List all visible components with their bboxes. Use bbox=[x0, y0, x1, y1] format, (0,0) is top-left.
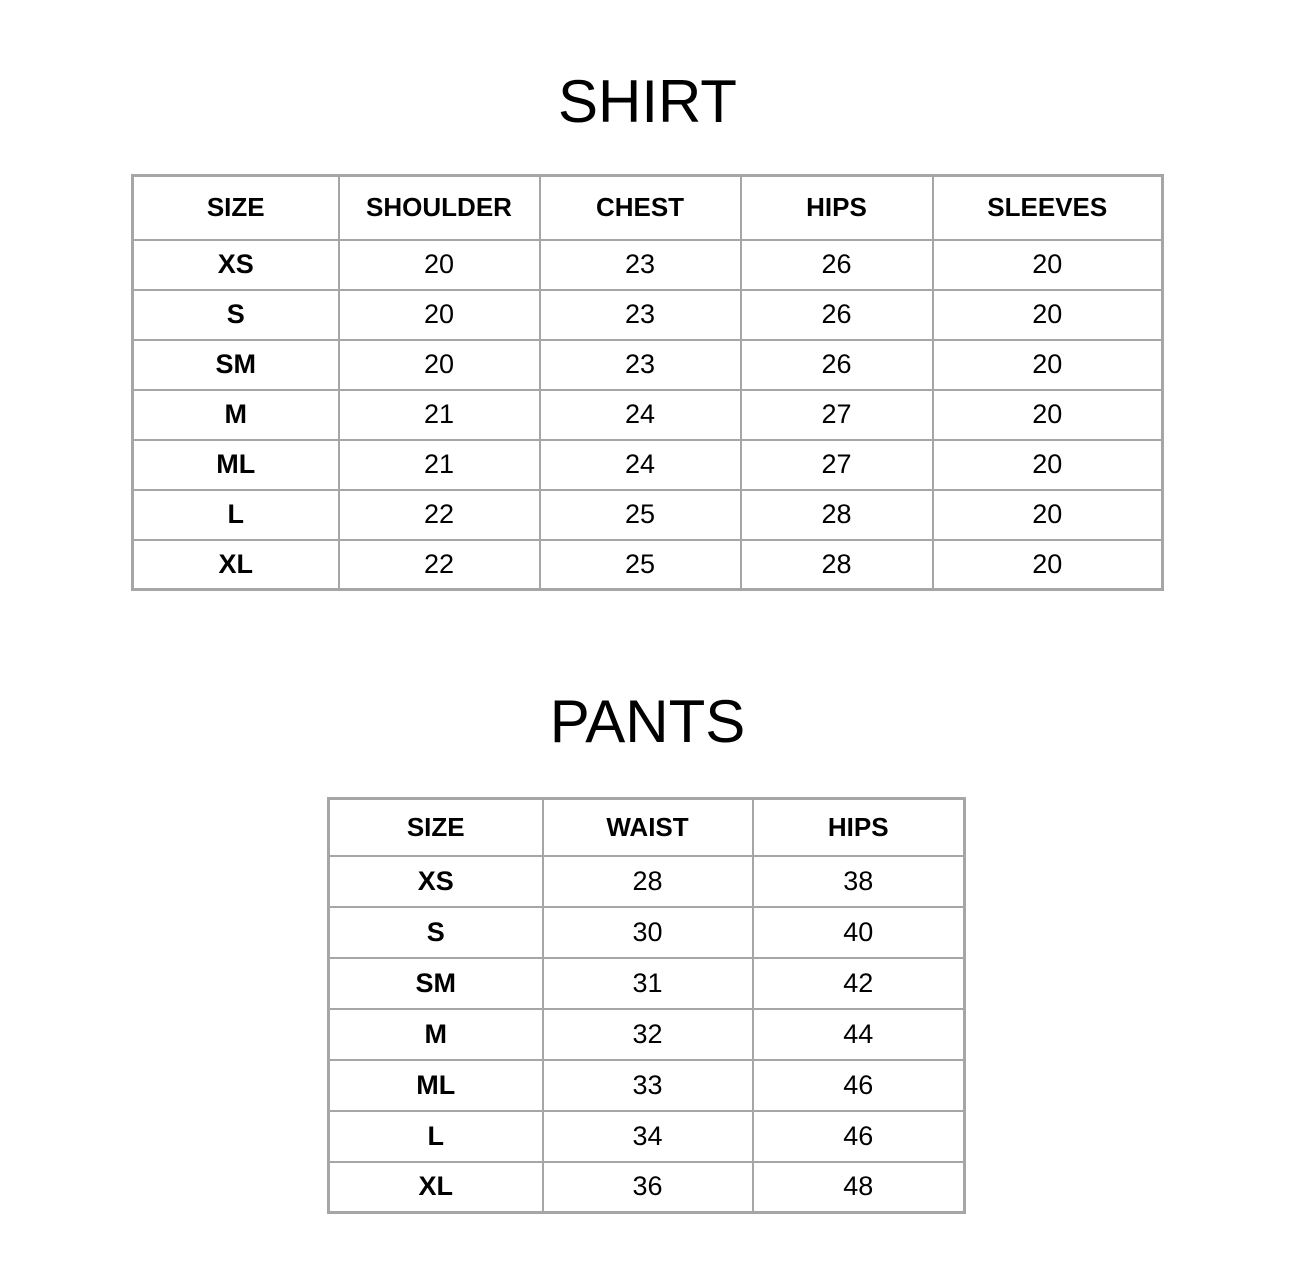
size-cell: XS bbox=[329, 856, 543, 907]
table-row bbox=[133, 490, 1163, 540]
hips-cell: 26 bbox=[741, 340, 933, 390]
hips-cell: 26 bbox=[741, 240, 933, 290]
table-row bbox=[329, 1009, 965, 1060]
waist-cell: 31 bbox=[543, 958, 753, 1009]
waist-cell: 30 bbox=[543, 907, 753, 958]
chest-cell: 24 bbox=[540, 440, 741, 490]
shoulder-cell: 20 bbox=[339, 290, 540, 340]
column-header-hips: HIPS bbox=[741, 176, 933, 240]
column-header-size: SIZE bbox=[329, 799, 543, 856]
size-cell: ML bbox=[329, 1060, 543, 1111]
hips-cell: 38 bbox=[753, 856, 965, 907]
table-row bbox=[329, 856, 965, 907]
sleeves-cell: 20 bbox=[933, 290, 1163, 340]
shoulder-cell: 20 bbox=[339, 340, 540, 390]
chest-cell: 23 bbox=[540, 340, 741, 390]
table-row bbox=[133, 540, 1163, 590]
table-row bbox=[329, 907, 965, 958]
table-row bbox=[329, 958, 965, 1009]
sleeves-cell: 20 bbox=[933, 240, 1163, 290]
shoulder-cell: 21 bbox=[339, 440, 540, 490]
hips-cell: 46 bbox=[753, 1060, 965, 1111]
table-row bbox=[329, 1060, 965, 1111]
size-cell: SM bbox=[329, 958, 543, 1009]
table-header-row bbox=[329, 799, 965, 856]
hips-cell: 44 bbox=[753, 1009, 965, 1060]
size-cell: M bbox=[329, 1009, 543, 1060]
shoulder-cell: 22 bbox=[339, 490, 540, 540]
column-header-sleeves: SLEEVES bbox=[933, 176, 1163, 240]
table-row bbox=[133, 290, 1163, 340]
chest-cell: 24 bbox=[540, 390, 741, 440]
hips-cell: 28 bbox=[741, 540, 933, 590]
hips-cell: 26 bbox=[741, 290, 933, 340]
size-cell: XL bbox=[329, 1162, 543, 1213]
size-cell: L bbox=[329, 1111, 543, 1162]
size-cell: ML bbox=[133, 440, 339, 490]
column-header-waist: WAIST bbox=[543, 799, 753, 856]
table-row bbox=[133, 440, 1163, 490]
chest-cell: 25 bbox=[540, 490, 741, 540]
waist-cell: 36 bbox=[543, 1162, 753, 1213]
shoulder-cell: 21 bbox=[339, 390, 540, 440]
hips-cell: 27 bbox=[741, 390, 933, 440]
shirt-size-table bbox=[131, 174, 1164, 591]
waist-cell: 34 bbox=[543, 1111, 753, 1162]
size-cell: SM bbox=[133, 340, 339, 390]
size-cell: S bbox=[329, 907, 543, 958]
column-header-size: SIZE bbox=[133, 176, 339, 240]
size-cell: M bbox=[133, 390, 339, 440]
hips-cell: 48 bbox=[753, 1162, 965, 1213]
size-cell: L bbox=[133, 490, 339, 540]
shoulder-cell: 20 bbox=[339, 240, 540, 290]
waist-cell: 32 bbox=[543, 1009, 753, 1060]
sleeves-cell: 20 bbox=[933, 390, 1163, 440]
chest-cell: 25 bbox=[540, 540, 741, 590]
table-row bbox=[133, 390, 1163, 440]
sleeves-cell: 20 bbox=[933, 490, 1163, 540]
waist-cell: 28 bbox=[543, 856, 753, 907]
hips-cell: 42 bbox=[753, 958, 965, 1009]
table-header-row bbox=[133, 176, 1163, 240]
sleeves-cell: 20 bbox=[933, 440, 1163, 490]
size-cell: XL bbox=[133, 540, 339, 590]
pants-size-table bbox=[327, 797, 966, 1214]
column-header-hips: HIPS bbox=[753, 799, 965, 856]
table-row bbox=[133, 340, 1163, 390]
shirt-title: SHIRT bbox=[558, 68, 737, 135]
hips-cell: 27 bbox=[741, 440, 933, 490]
pants-title: PANTS bbox=[549, 688, 746, 755]
size-cell: XS bbox=[133, 240, 339, 290]
hips-cell: 46 bbox=[753, 1111, 965, 1162]
column-header-chest: CHEST bbox=[540, 176, 741, 240]
hips-cell: 40 bbox=[753, 907, 965, 958]
sleeves-cell: 20 bbox=[933, 540, 1163, 590]
shoulder-cell: 22 bbox=[339, 540, 540, 590]
size-cell: S bbox=[133, 290, 339, 340]
table-row bbox=[133, 240, 1163, 290]
sleeves-cell: 20 bbox=[933, 340, 1163, 390]
chest-cell: 23 bbox=[540, 240, 741, 290]
waist-cell: 33 bbox=[543, 1060, 753, 1111]
chest-cell: 23 bbox=[540, 290, 741, 340]
hips-cell: 28 bbox=[741, 490, 933, 540]
column-header-shoulder: SHOULDER bbox=[339, 176, 540, 240]
table-row bbox=[329, 1162, 965, 1213]
table-row bbox=[329, 1111, 965, 1162]
